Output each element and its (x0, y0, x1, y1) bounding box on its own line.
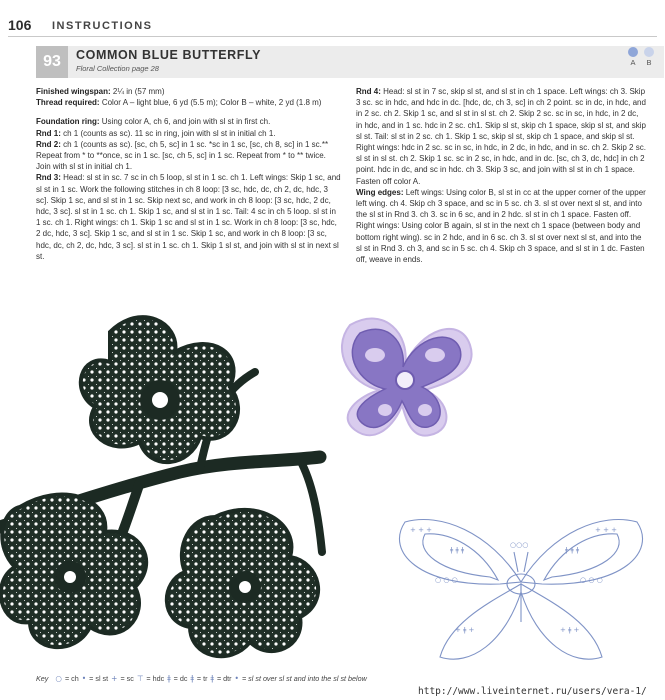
pattern-subtitle: Floral Collection page 28 (76, 64, 159, 73)
variant-b-dot (644, 47, 654, 57)
rnd2-line (36, 139, 342, 173)
variant-b-label: B (646, 58, 652, 67)
svg-text:○ ○ ○: ○ ○ ○ (435, 576, 458, 584)
instructions-left-column (36, 86, 342, 262)
rnd1-label: Rnd 1: (36, 128, 61, 138)
thread-value: Color A – light blue, 6 yd (5.5 m); Color B – white, 2 yd (1.8 m) (101, 98, 322, 108)
pattern-title: COMMON BLUE BUTTERFLY (76, 48, 262, 62)
section-title: INSTRUCTIONS (52, 20, 153, 32)
rnd1-line (36, 128, 342, 139)
rnd2-label: Rnd 2: (36, 139, 61, 149)
key-tr: = tr (196, 674, 208, 683)
sl-st-over-symbol-icon: • (234, 674, 239, 683)
instructions-right-column (356, 86, 646, 265)
svg-text:ǂ ǂ ǂ: ǂ ǂ ǂ (450, 546, 465, 554)
watermark-url: http://www.liveinternet.ru/users/vera-1/ (418, 686, 647, 697)
hdc-symbol-icon: ⊤ (136, 674, 144, 683)
variant-a-label: A (630, 58, 636, 67)
svg-text:+ ǂ +: + ǂ + (455, 626, 475, 634)
rnd3-line (36, 172, 342, 262)
dark-orchid-photo (0, 312, 330, 670)
page-header (8, 14, 657, 37)
wing-edges-line (356, 187, 646, 265)
key-dtr: = dtr (216, 674, 232, 683)
sl-st-symbol-icon: • (81, 674, 87, 683)
dc-symbol-icon: ǂ (167, 674, 171, 683)
variant-b (642, 47, 656, 67)
thread-label: Thread required: (36, 98, 100, 108)
wingspan-label: Finished wingspan: (36, 87, 111, 96)
svg-text:○○○: ○○○ (510, 541, 529, 549)
rnd3-text: Head: sl st in sc. 7 sc in ch 5 loop, sl st in 1 sc. ch 1. Left wings: Skip 1 sc, and sl st in 1 sc. Work the following stitches in ch 8 loop: [3 sc, hdc, dc, ch 2, dc, hdc, 3 sc]. Skip 1 sc, and sl st in 1 sc. Skip next sc, and work in ch 8 loop: [3 sc, hdc, 2 dc, hdc, 3 sc]. sl st in 1 sc. ch 1. Skip 1 sc, and sl st in 1 sc. Tail: 4 sc in ch 5 loop. sl st in 1 sc. ch 1. Right wings: ch 1. Skip 1 sc and sl st in 1 sc. Work in ch 8 loop: [3 sc, hdc, 2 dc, hdc, 3 sc]. Skip 1 sc, and sl st in 1 sc. Skip 1 sc, and work in ch 8 loop: [3 sc, hdc, dc, ch 2, dc, hdc, 3 sc]. sl st in 1 sc. ch 1. Skip 1 sl st, and join with sl st in next sl st. (36, 173, 341, 261)
wing-edges-label: Wing edges: (356, 187, 404, 197)
rnd4-text: Head: sl st in 7 sc, skip sl st, and sl st in ch 1 space. Left wings: ch 3. Skip 3 sc. sc in hdc, and hdc in dc. [hdc, dc, ch 3, sc] in ch 2 point. sc in dc, in hdc, and in 2 sc. ch 2. Skip 1 sc, and sl st in sl st. ch 2. Skip 2 sc. sc in sc, in hdc, in 2 dc, in hdc, and in 1 sc. hdc in 2 sc. ch1. Skip sl st, skip ch 1 space, skip sl st, and skip sl st. Tail: sl st in 2 sc. ch 1. Skip 1 sc, skip sl st, skip ch 1 space, and skip sl st. Right wings: hdc in 2 sc. sc in sc, in hdc, in 2 dc, in hdc, and in sc. ch 2. Skip 2 sc. sl st in sl st. ch 2. Skip 1 sc. sc in 2 sc, in hdc, and in dc. [sc, ch 3, dc, hdc] in ch 2 point. hdc in dc, and sc in hdc. ch 3. Skip 3 sc, and join with sl st in ch 1 space. Fasten off color A. (356, 87, 646, 186)
rnd3-label: Rnd 3: (36, 173, 61, 183)
svg-text:+ + +: + + + (410, 526, 433, 534)
svg-text:○ ○ ○: ○ ○ ○ (580, 576, 603, 584)
wingspan-line (36, 86, 342, 97)
dtr-symbol-icon: ǂ (210, 674, 214, 683)
key-hdc: = hdc (146, 674, 165, 683)
tr-symbol-icon: ǂ (190, 674, 194, 683)
stitch-key (36, 674, 516, 683)
rnd1-text: ch 1 (counts as sc). 11 sc in ring, join with sl st in initial ch 1. (63, 128, 276, 138)
ch-symbol-icon: ○ (55, 674, 62, 683)
thread-line (36, 97, 342, 108)
key-sc: = sc (120, 674, 134, 683)
blue-butterfly-photo (330, 305, 480, 455)
wing-edges-text: Left wings: Using color B, sl st in cc at the upper corner of the upper left wing. ch 4. Skip ch 3 space, and sc in 5 sc. ch 3. sl st over next sl st, and into the sl st in Rnd 3. ch 3. sc in 6 sc, and in 2 hdc. sl st in ch 1 space. Fasten off. Right wings: Using color B again, sl st in the next ch 1 space (between body and bottom right wing). sc in 2 hdc, and in 6 sc. ch 3. sl st over next sl st, and into the sl st in Rnd 3. ch 3, and sc in 5 sc. ch 4. Skip ch 3 space, and sl st in 1 dc. Fasten off, weave in ends. (356, 187, 646, 265)
pattern-number-badge: 93 (36, 46, 68, 78)
foundation-label: Foundation ring: (36, 117, 100, 127)
variant-a (626, 47, 640, 67)
svg-text:+ ǂ +: + ǂ + (560, 626, 580, 634)
key-dc: = dc (173, 674, 188, 683)
foundation-text: Using color A, ch 6, and join with sl st in first ch. (101, 117, 271, 127)
svg-text:+ + +: + + + (595, 526, 618, 534)
key-ch: = ch (64, 674, 79, 683)
rnd4-label: Rnd 4: (356, 87, 381, 96)
wingspan-value: 2¼ in (57 mm) (112, 87, 165, 96)
page-number: 106 (8, 17, 32, 33)
rnd2-text: ch 1 (counts as sc). [sc, ch 5, sc] in 1 sc. *sc in 1 sc, [sc, ch 8, sc] in 1 sc.** Repeat from * to **once, sc in 1 sc. [sc, ch 5, sc] in 1 sc. Repeat from * to ** twice. Join with sl st in initial ch 1. (36, 139, 329, 172)
key-sl-st: = sl st (89, 674, 109, 683)
foundation-line (36, 116, 342, 127)
sc-symbol-icon: + (111, 674, 118, 683)
svg-text:ǂ ǂ ǂ: ǂ ǂ ǂ (565, 546, 580, 554)
rnd4-line (356, 86, 646, 187)
key-label: Key (36, 674, 49, 683)
key-sl-st-over: = sl st over sl st and into the sl st below (241, 674, 367, 683)
variant-a-dot (628, 47, 638, 57)
crochet-chart-diagram (380, 492, 662, 672)
